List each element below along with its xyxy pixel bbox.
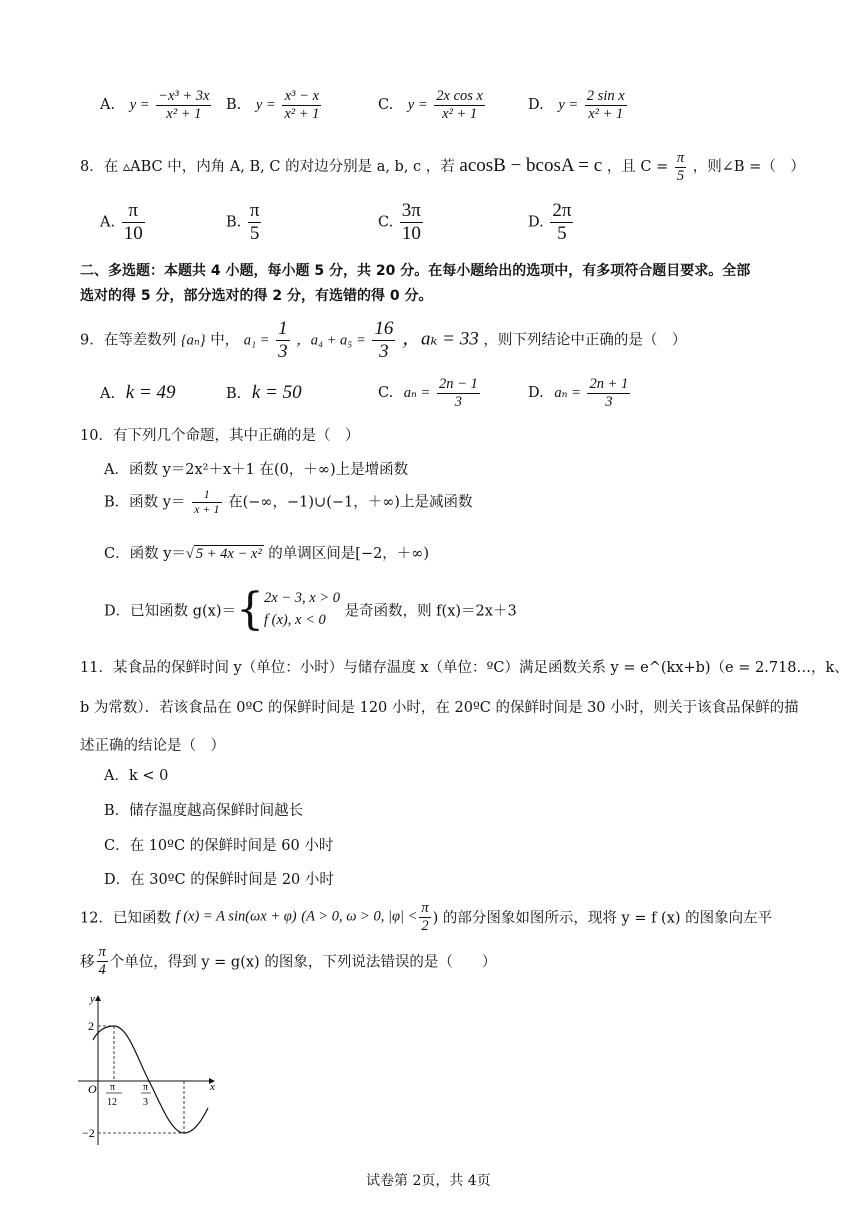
q7-option-c[interactable]: C. y = $\frac{\text{2x cos x}}{\text{x² + 1}}$ (378, 88, 483, 122)
q12-line1: 12．已知函数 f (x) = A sin(ωx + φ) (A > 0, ω > 0, |φ| < $\frac{\pi}{2}$ ) 的部分图象如图所示，现将 y = f (x) 的图象向左平 (80, 900, 773, 934)
q9-option-c[interactable]: C. aₙ = $\frac{2n - 1}{3}$ (378, 376, 478, 410)
y-axis-label: y (90, 993, 95, 1005)
origin-label: O (88, 1082, 97, 1096)
q7-b-fraction: $\frac{\text{x³ − x}}{\text{x² + 1}}$ (284, 88, 320, 122)
q7-c-fraction: $\frac{\text{2x cos x}}{\text{x² + 1}}$ (436, 88, 483, 122)
tick2-den: 3 (143, 1097, 148, 1108)
q8-option-b[interactable]: B. $\frac{\pi}{5}$ (226, 200, 260, 244)
q7-option-d[interactable]: D. y = $\frac{\text{2 sin x}}{\text{x² + 1}}$ (528, 88, 625, 122)
tick1-den: 12 (107, 1097, 117, 1108)
sine-curve (93, 1026, 208, 1133)
q9-stem: 9．在等差数列 {aₙ} 中， a₁ = $\frac{1}{3}$ ，a₄ + a₅ = $\frac{16}{3}$ ，aₖ = 33 ，则下列结论中正确的是（ ） (80, 318, 687, 362)
tick1-num: π (110, 1082, 116, 1093)
q11-option-d[interactable]: D．在 30ºC 的保鲜时间是 20 小时 (104, 872, 334, 888)
q9-option-b[interactable]: B. k = 50 (226, 382, 302, 403)
q8-equation: acosB − bcosA = c (459, 155, 603, 177)
q7-option-b[interactable]: B. y = $\frac{\text{x³ − x}}{\text{x² + 1}}$ (226, 88, 320, 122)
q7-d-fraction: $\frac{\text{2 sin x}}{\text{x² + 1}}$ (586, 88, 625, 122)
y-min-label: −2 (82, 1126, 95, 1140)
q9-option-a[interactable]: A. k = 49 (100, 382, 176, 403)
q11-option-a[interactable]: A．k < 0 (104, 768, 169, 784)
section2-header-line2: 选对的得 5 分，部分选对的得 2 分，有选错的得 0 分。 (80, 288, 433, 304)
sine-graph (76, 990, 226, 1150)
q10-stem: 10．有下列几个命题，其中正确的是（ ） (80, 428, 360, 444)
q8-stem: 8．在 ▵ABC 中，内角 A, B, C 的对边分别是 a, b, c ，若 acosB − bcosA = c ，且 C = $\frac{\pi}{5}$ ，则∠B =（ ） (80, 150, 805, 184)
q9-sequence: {aₙ} (180, 332, 206, 349)
page-footer: 试卷第 2页，共 4页 (366, 1173, 491, 1189)
q7-option-a[interactable]: A. y = $\frac{\text{−x³ + 3x}}{\text{x² + 1}}$ (100, 88, 210, 122)
q11-line1: 11．某食品的保鲜时间 y（单位：小时）与储存温度 x（单位：ºC）满足函数关系 y = e^(kx+b)（e = 2.718…，k、 (80, 660, 849, 676)
q8-option-c[interactable]: C. $\frac{3\pi}{10}$ (378, 200, 421, 244)
q10-option-c[interactable]: C．函数 y＝√ 5 + 4x − x² 的单调区间是[−2，＋∞) (104, 546, 430, 562)
section2-header-line1: 二、多选题：本题共 4 小题，每小题 5 分，共 20 分。在每小题给出的选项中，有多项符合题目要求。全部 (80, 263, 751, 279)
q11-option-c[interactable]: C．在 10ºC 的保鲜时间是 60 小时 (104, 838, 334, 854)
x-axis-label: x (210, 1081, 215, 1093)
q12-line2: 移 $\frac{\pi}{4}$ 个单位，得到 y = g(x) 的图象，下列说法错误的是（ ） (80, 944, 497, 978)
q11-line2: b 为常数）．若该食品在 0ºC 的保鲜时间是 120 小时，在 20ºC 的保鲜时间是 30 小时，则关于该食品保鲜的描 (80, 700, 799, 716)
q9-option-d[interactable]: D. aₙ = $\frac{2n + 1}{3}$ (528, 376, 629, 410)
q10-option-d[interactable]: D．已知函数 g(x)＝{ 2x − 3, x > 0 f (x), x < 0 是奇函数，则 f(x)＝2x＋3 (104, 584, 517, 635)
q7-a-fraction: $\frac{\text{−x³ + 3x}}{\text{x² + 1}}$ (158, 88, 210, 122)
q10-sqrt-expr: 5 + 4x − x² (195, 546, 262, 562)
q8-option-d[interactable]: D. $\frac{2\pi}{5}$ (528, 200, 572, 244)
q10-option-a[interactable]: A．函数 y＝2x²＋x＋1 在(0，＋∞)上是增函数 (104, 462, 409, 478)
q11-line3: 述正确的结论是（ ） (80, 738, 225, 754)
q11-option-b[interactable]: B．储存温度越高保鲜时间越长 (104, 803, 304, 819)
q10-option-b[interactable]: B．函数 y＝ $\frac{1}{x + 1}$ 在(−∞，−1)∪(−1，＋∞)上是减函数 (104, 487, 473, 516)
y-max-label: 2 (88, 1019, 94, 1033)
q8-c-fraction: $\frac{\pi}{5}$ (676, 150, 685, 184)
q8-option-a[interactable]: A. $\frac{\pi}{10}$ (100, 200, 143, 244)
tick2-num: π (143, 1082, 149, 1093)
